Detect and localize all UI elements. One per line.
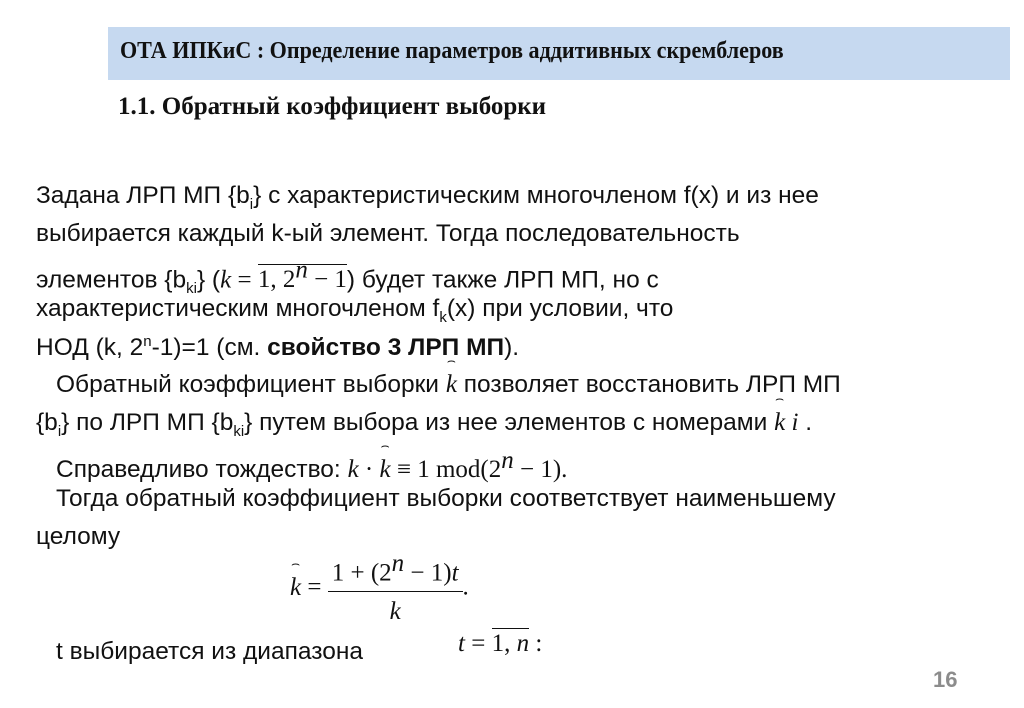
text-line: НОД (k, $2^n-1)=1$ (см. свойство 3 ЛРП МП). — [36, 333, 520, 362]
text-line: $\{b_i\}$ по ЛРП МП $\{b_{ki}\}$ путем выбора из нее элементов с номерами ⌢ k i . — [36, 409, 812, 440]
slide-header — [108, 27, 1010, 80]
text-line: Задана ЛРП МП $\{b_i\}$ с характеристическим многочленом f(x) и из нее — [36, 182, 819, 213]
text-line: целому — [36, 523, 121, 550]
section-title: 1.1. Обратный коэффициент выборки — [118, 93, 547, 120]
text-line: элементов $\{b_{ki}\} (k = 1$, $2^n - 1$) будет также ЛРП МП, но с — [36, 257, 659, 298]
text-line: Обратный коэффициент выборки ⌢ k позволяет восстановить ЛРП МП — [56, 371, 841, 399]
page-number: 16 — [933, 667, 958, 692]
property-reference: свойство 3 ЛРП МП — [267, 334, 505, 362]
text-line: характеристическим многочленом $f_k(x)$ при условии, что — [36, 295, 674, 326]
formula: t = 1, n : — [458, 630, 543, 657]
text-line: выбирается каждый k-ый элемент. Тогда последовательность — [36, 220, 740, 247]
formula: ⌢ k = $\frac{1 + (2^n - 1)t}{k}$ . — [290, 550, 469, 626]
text-line: Справедливо тождество: k · ⌢ k ≡ 1 $mod(2^n - 1)$. — [56, 447, 567, 484]
slide-title: ОТА ИПКиС : Определение параметров аддитивных скремблеров — [120, 38, 784, 64]
text-line: Тогда обратный коэффициент выборки соответствует наименьшему — [56, 485, 836, 512]
range-overline: 1, $2^n - 1$ — [257, 257, 347, 294]
text-line: t выбирается из диапазона — [56, 638, 363, 665]
